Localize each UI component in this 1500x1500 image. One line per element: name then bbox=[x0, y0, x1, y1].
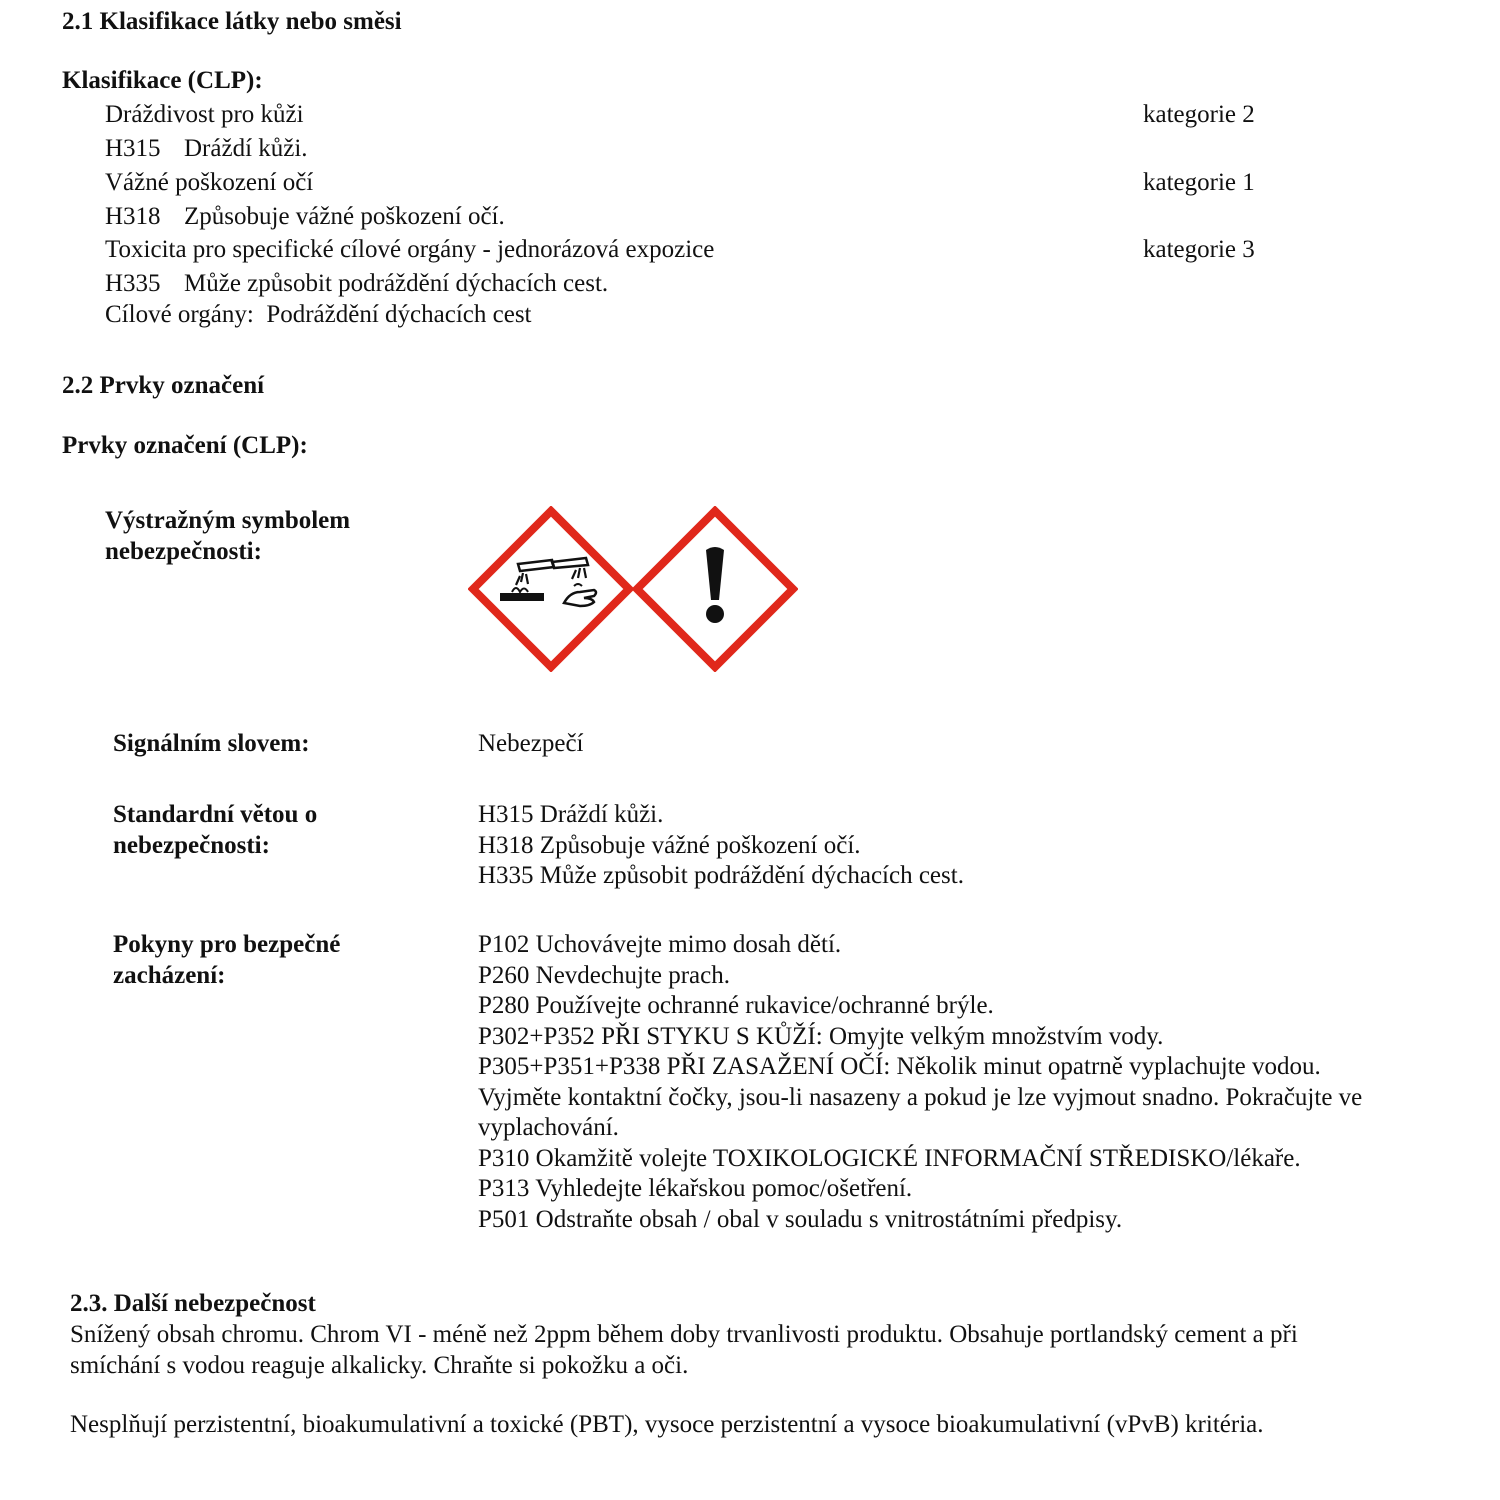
pictogram-label: Výstražným symbolem nebezpečnosti: bbox=[105, 507, 351, 565]
corrosion-pictogram-icon bbox=[468, 506, 634, 672]
skin-irritation-category: kategorie 2 bbox=[1143, 101, 1255, 128]
section-2-3-paragraph-2: Nesplňují perzistentní, bioakumulativní a toxické (PBT), vysoce perzistentní a vysoce bioakumulativní (vPvB) kritéria. bbox=[70, 1411, 1264, 1438]
precautionary-statement: P501 Odstraňte obsah / obal v souladu s vnitrostátními předpisy. bbox=[478, 1205, 1123, 1233]
classification-clp-heading: Klasifikace (CLP): bbox=[62, 67, 263, 94]
stot-se-category: kategorie 3 bbox=[1143, 236, 1255, 263]
h318-row bbox=[105, 203, 505, 231]
section-2-2-heading: 2.2 Prvky označení bbox=[62, 372, 265, 399]
precautionary-statement: P310 Okamžitě volejte TOXIKOLOGICKÉ INFORMAČNÍ STŘEDISKO/lékaře. bbox=[478, 1144, 1301, 1172]
hazard-statements-label: Standardní větou o nebezpečnosti: bbox=[113, 801, 318, 859]
precautionary-statement: vyplachování. bbox=[478, 1114, 619, 1141]
label-elements-clp-heading: Prvky označení (CLP): bbox=[62, 432, 308, 459]
target-organs: Cílové orgány: Podráždění dýchacích cest bbox=[105, 301, 532, 328]
eye-damage-category: kategorie 1 bbox=[1143, 169, 1255, 196]
skin-irritation-label: Dráždivost pro kůži bbox=[105, 101, 304, 128]
h318-code: H318 bbox=[105, 203, 161, 230]
hazard-statement: H315 Dráždí kůži. bbox=[478, 801, 664, 828]
stot-se-label: Toxicita pro specifické cílové orgány - jednorázová expozice bbox=[105, 236, 715, 263]
h315-text: Dráždí kůži. bbox=[184, 135, 308, 162]
section-2-3-heading: 2.3. Další nebezpečnost bbox=[70, 1290, 316, 1317]
h315-code: H315 bbox=[105, 135, 161, 162]
exclamation-mark-pictogram-icon bbox=[632, 506, 798, 672]
section-2-1-heading: 2.1 Klasifikace látky nebo směsi bbox=[62, 8, 402, 35]
precautionary-statement: P102 Uchovávejte mimo dosah dětí. bbox=[478, 931, 842, 958]
h315-row bbox=[105, 135, 308, 163]
precautionary-statement: Vyjměte kontaktní čočky, jsou-li nasazeny a pokud je lze vyjmout snadno. Pokračujte ve bbox=[478, 1083, 1363, 1111]
precautionary-statement: P305+P351+P338 PŘI ZASAŽENÍ OČÍ: Několik minut opatrně vyplachujte vodou. bbox=[478, 1053, 1321, 1080]
precautionary-statements-list bbox=[478, 930, 1362, 1235]
h335-row bbox=[105, 270, 608, 298]
hazard-statements-list bbox=[478, 800, 964, 892]
precautionary-statement: P302+P352 PŘI STYKU S KŮŽÍ: Omyjte velkým množstvím vody. bbox=[478, 1022, 1164, 1050]
precautionary-statements-label: Pokyny pro bezpečné zacházení: bbox=[113, 931, 341, 989]
signal-word-label: Signálním slovem: bbox=[113, 730, 310, 757]
precautionary-statement: P313 Vyhledejte lékařskou pomoc/ošetření. bbox=[478, 1175, 913, 1202]
precautionary-statement: P260 Nevdechujte prach. bbox=[478, 961, 731, 989]
eye-damage-label: Vážné poškození očí bbox=[105, 169, 314, 196]
hazard-statement: H318 Způsobuje vážné poškození očí. bbox=[478, 831, 861, 859]
signal-word-value: Nebezpečí bbox=[478, 730, 584, 757]
h335-text: Může způsobit podráždění dýchacích cest. bbox=[184, 270, 609, 297]
h318-text: Způsobuje vážné poškození očí. bbox=[184, 203, 505, 230]
section-2-3-paragraph-1: Snížený obsah chromu. Chrom VI - méně než 2ppm během doby trvanlivosti produktu. Obsahuje portlandský cement a při smíchání s vodou reaguje alkalicky. Chraňte si pokožku a oči. bbox=[70, 1321, 1298, 1379]
precautionary-statement: P280 Používejte ochranné rukavice/ochranné brýle. bbox=[478, 992, 994, 1019]
hazard-statement: H335 Může způsobit podráždění dýchacích cest. bbox=[478, 862, 964, 889]
h335-code: H335 bbox=[105, 270, 161, 297]
